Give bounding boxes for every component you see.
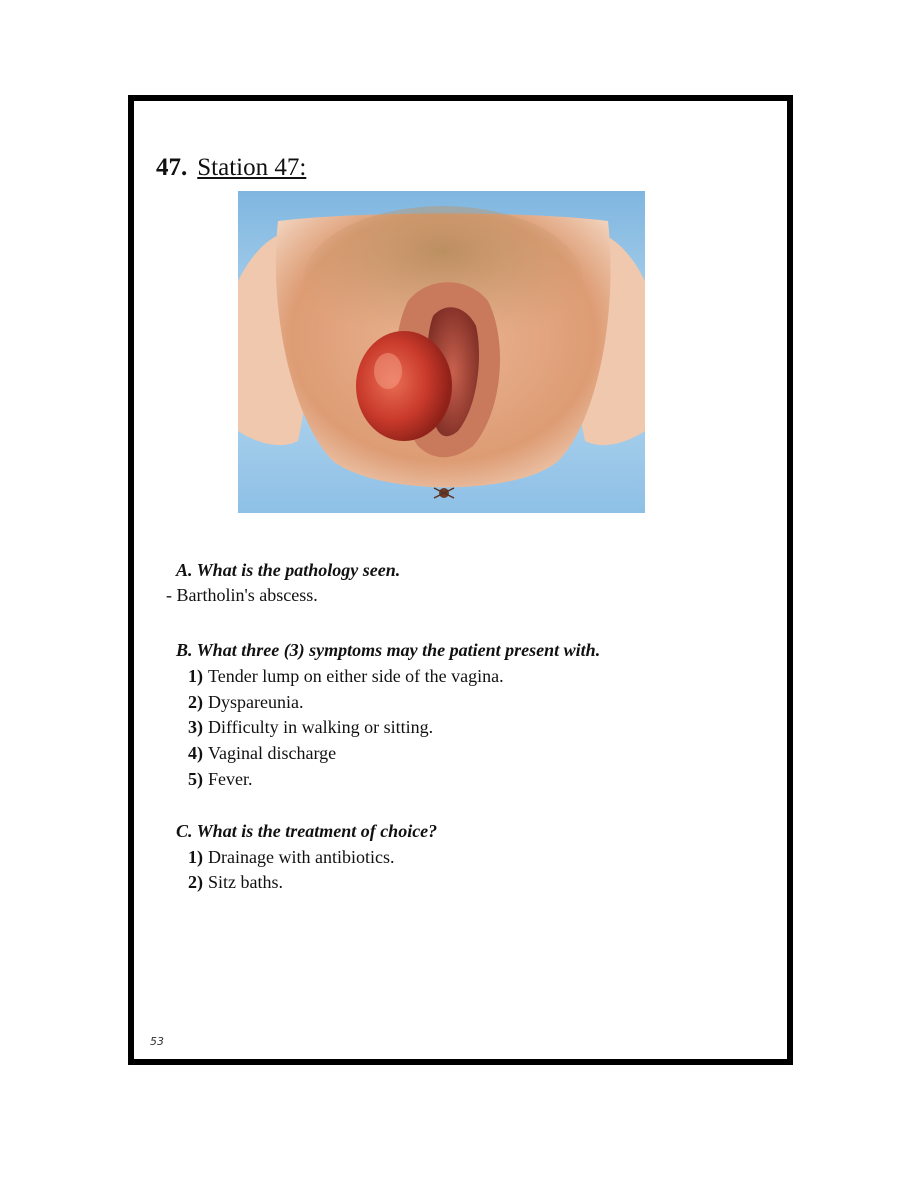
answer-a: - Bartholin's abscess. — [166, 585, 318, 605]
item-number: 2) — [188, 872, 203, 892]
symptom-item-4 — [188, 742, 336, 764]
station-title: Station 47: — [197, 154, 307, 181]
treatment-item-2 — [188, 871, 283, 893]
question-c: C. What is the treatment of choice? — [176, 821, 438, 841]
abscess-highlight — [374, 353, 402, 389]
symptom-item-3 — [188, 716, 433, 738]
symptom-item-5 — [188, 768, 253, 790]
question-a: A. What is the pathology seen. — [176, 560, 401, 580]
item-number: 1) — [188, 666, 203, 686]
item-text: Fever. — [208, 769, 253, 789]
item-text: Difficulty in walking or sitting. — [208, 717, 434, 737]
clinical-illustration-drawing — [238, 191, 645, 513]
item-text: Vaginal discharge — [208, 743, 337, 763]
symptom-item-1 — [188, 665, 504, 687]
symptom-item-2 — [188, 691, 303, 713]
item-number: 2) — [188, 692, 203, 712]
abscess — [356, 331, 452, 441]
page-frame — [128, 95, 793, 1065]
item-number: 5) — [188, 769, 203, 789]
station-number: 47. — [156, 154, 188, 181]
item-number: 3) — [188, 717, 203, 737]
clinical-illustration — [238, 191, 645, 513]
item-number: 4) — [188, 743, 203, 763]
item-number: 1) — [188, 847, 203, 867]
item-text: Drainage with antibiotics. — [208, 847, 395, 867]
question-b: B. What three (3) symptoms may the patient present with. — [176, 640, 601, 660]
page-number: 53 — [150, 1035, 164, 1048]
station-heading — [156, 153, 306, 183]
item-text: Tender lump on either side of the vagina. — [208, 666, 504, 686]
treatment-item-1 — [188, 846, 394, 868]
item-text: Dyspareunia. — [208, 692, 304, 712]
item-text: Sitz baths. — [208, 872, 283, 892]
